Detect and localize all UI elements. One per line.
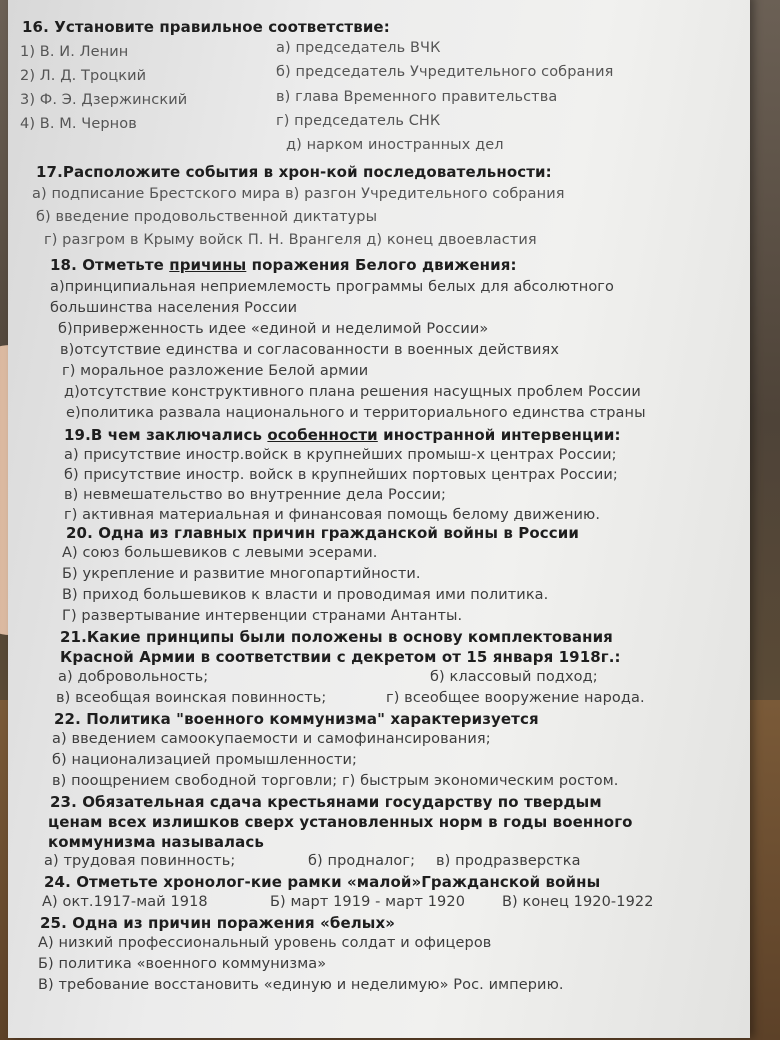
- q19-line-2: б) присутствие иностр. войск в крупнейших портовых центрах России;: [64, 467, 618, 483]
- q18-line-7: е)политика развала национального и территориального единства страны: [66, 405, 646, 421]
- q18-line-1: а)принципиальная неприемлемость программы белых для абсолютного: [50, 279, 614, 295]
- q19-title-pre: 19.В чем заключались: [64, 426, 268, 444]
- q23-option-a: а) трудовая повинность;: [44, 853, 236, 869]
- q21-option-d: г) всеобщее вооружение народа.: [386, 690, 645, 706]
- q16-left-2: 2) Л. Д. Троцкий: [20, 68, 147, 84]
- q25-line-3: В) требование восстановить «единую и неделимую» Рос. империю.: [38, 977, 564, 993]
- q22-line-1: а) введением самоокупаемости и самофинансирования;: [52, 731, 491, 747]
- q18-line-3: б)приверженность идее «единой и неделимой России»: [58, 321, 489, 337]
- q20-line-1: А) союз большевиков с левыми эсерами.: [62, 545, 378, 561]
- q16-right-c: в) глава Временного правительства: [276, 89, 558, 105]
- paper-sheet: [8, 0, 750, 1038]
- q20-line-4: Г) развертывание интервенции странами Антанты.: [62, 608, 463, 624]
- q17-title: 17.Расположите события в хрон-кой последовательности:: [36, 163, 552, 181]
- q16-right-e: д) нарком иностранных дел: [286, 137, 504, 153]
- q20-title: 20. Одна из главных причин гражданской войны в России: [66, 524, 579, 542]
- q21-title-line-1: 21.Какие принципы были положены в основу комплектования: [60, 628, 613, 646]
- q24-title: 24. Отметьте хронолог-кие рамки «малой»Гражданской войны: [44, 873, 601, 891]
- q18-line-4: в)отсутствие единства и согласованности в военных действиях: [60, 342, 560, 358]
- q16-right-b: б) председатель Учредительного собрания: [276, 64, 614, 80]
- q18-line-2: большинства населения России: [50, 300, 298, 316]
- q23-option-b: б) продналог;: [308, 853, 416, 869]
- q18-title-underlined: причины: [169, 256, 247, 274]
- q24-option-b: Б) март 1919 - март 1920: [270, 894, 466, 910]
- q17-line-3: г) разгром в Крыму войск П. Н. Врангеля д) конец двоевластия: [44, 232, 537, 248]
- q16-left-3: 3) Ф. Э. Дзержинский: [20, 92, 188, 108]
- q18-title: [50, 256, 517, 274]
- q22-title: 22. Политика "военного коммунизма" характеризуется: [54, 710, 539, 728]
- q17-line-1: а) подписание Брестского мира в) разгон Учредительного собрания: [32, 186, 565, 202]
- q16-left-4: 4) В. М. Чернов: [20, 116, 137, 132]
- q16-left-1: 1) В. И. Ленин: [20, 44, 129, 60]
- q17-line-2: б) введение продовольственной диктатуры: [36, 209, 378, 225]
- q25-line-2: Б) политика «военного коммунизма»: [38, 956, 327, 972]
- q18-title-post: поражения Белого движения:: [246, 256, 517, 274]
- q20-line-3: В) приход большевиков к власти и проводимая ими политика.: [62, 587, 549, 603]
- q25-title: 25. Одна из причин поражения «белых»: [40, 914, 396, 932]
- q25-line-1: А) низкий профессиональный уровень солдат и офицеров: [38, 935, 492, 951]
- q23-title-line-3: коммунизма называлась: [48, 833, 264, 851]
- q23-title-line-2: ценам всех излишков сверх установленных норм в годы военного: [48, 813, 633, 831]
- q16-right-a: а) председатель ВЧК: [276, 40, 441, 56]
- q23-option-c: в) продразверстка: [436, 853, 581, 869]
- q24-option-a: А) окт.1917-май 1918: [42, 894, 208, 910]
- q19-title: [64, 426, 621, 444]
- q24-option-c: В) конец 1920-1922: [502, 894, 654, 910]
- q19-title-underlined: особенности: [267, 426, 378, 444]
- q19-title-post: иностранной интервенции:: [377, 426, 621, 444]
- q20-line-2: Б) укрепление и развитие многопартийности.: [62, 566, 421, 582]
- q18-line-5: г) моральное разложение Белой армии: [62, 363, 369, 379]
- q18-title-pre: 18. Отметьте: [50, 256, 170, 274]
- q16-right-d: г) председатель СНК: [276, 113, 441, 129]
- q21-option-a: а) добровольность;: [58, 669, 209, 685]
- q21-option-b: б) классовый подход;: [430, 669, 598, 685]
- q19-line-4: г) активная материальная и финансовая помощь белому движению.: [64, 507, 601, 523]
- q16-title: 16. Установите правильное соответствие:: [22, 18, 390, 36]
- q21-title-line-2: Красной Армии в соответствии с декретом от 15 января 1918г.:: [60, 648, 621, 666]
- q22-line-2: б) национализацией промышленности;: [52, 752, 357, 768]
- q23-title-line-1: 23. Обязательная сдача крестьянами государству по твердым: [50, 793, 602, 811]
- q19-line-3: в) невмешательство во внутренние дела России;: [64, 487, 447, 503]
- q18-line-6: д)отсутствие конструктивного плана решения насущных проблем России: [64, 384, 641, 400]
- q19-line-1: а) присутствие иностр.войск в крупнейших промыш-х центрах России;: [64, 447, 617, 463]
- q21-option-c: в) всеобщая воинская повинность;: [56, 690, 327, 706]
- q22-line-3: в) поощрением свободной торговли; г) быстрым экономическим ростом.: [52, 773, 619, 789]
